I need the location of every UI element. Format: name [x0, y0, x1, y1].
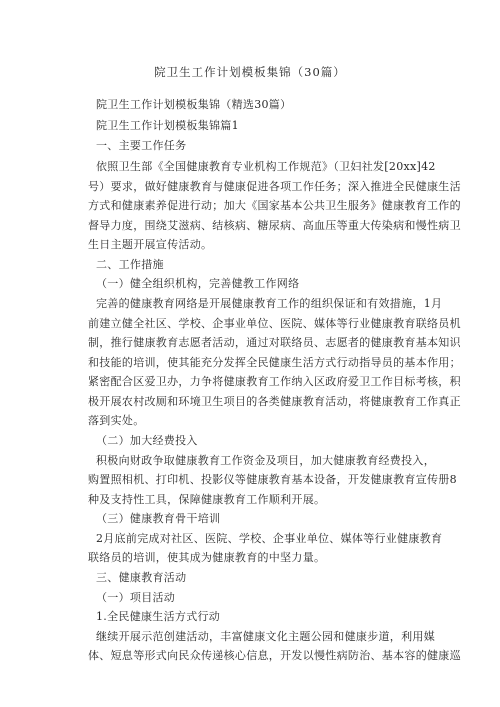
paragraph-line: 种及支持性工具，保障健康教育工作顺利开展。 — [88, 493, 326, 506]
subheading: （一）健全组织机构，完善健教工作网络 — [96, 277, 300, 290]
subtitle: 院卫生工作计划模板集锦（精选30篇） — [96, 98, 292, 111]
subheading: 1.全民健康生活方式行动 — [96, 610, 221, 623]
paragraph-line: 号）要求，做好健康教育与健康促进各项工作任务；深入推进全民健康生活 — [88, 180, 461, 193]
paragraph-line: 继续开展示范创建活动，丰富健康文化主题公园和健康步道，利用媒 — [96, 630, 435, 643]
subheading: （一）项目活动 — [96, 591, 176, 604]
heading-3: 三、健康教育活动 — [96, 571, 187, 584]
subheading: （三）健康教育骨干培训 — [96, 512, 221, 525]
paragraph-line: 依照卫生部《全国健康教育专业机构工作规范》（卫妇社发[20xx]42 — [96, 160, 436, 173]
heading-1: 一、主要工作任务 — [96, 139, 187, 152]
paragraph-line: 联络员的培训，使其成为健康教育的中坚力量。 — [88, 551, 326, 564]
paragraph-line: 2月底前完成对社区、医院、学校、企事业单位、媒体等行业健康教育 — [96, 532, 443, 545]
paragraph-line: 前建立健全社区、学校、企事业单位、医院、媒体等行业健康教育联络员机 — [88, 317, 461, 330]
paragraph-line: 购置照相机、打印机、投影仪等健康教育基本设备，开发健康教育宣传册8 — [88, 473, 457, 486]
paragraph-line: 积极向财政争取健康教育工作资金及项目，加大健康教育经费投入， — [96, 454, 435, 467]
subheading: （二）加大经费投入 — [96, 434, 198, 447]
paragraph-line: 和技能的培训，使其能充分发挥全民健康生活方式行动指导员的基本作用； — [88, 356, 461, 369]
paragraph-line: 制，推行健康教育志愿者活动，通过对联络员、志愿者的健康教育基本知识 — [88, 336, 461, 349]
paragraph-line: 完善的健康教育网络是开展健康教育工作的组织保证和有效措施，1月 — [96, 297, 443, 310]
section-heading: 院卫生工作计划模板集锦篇1 — [96, 119, 239, 132]
paragraph-line: 生日主题开展宣传活动。 — [88, 238, 213, 251]
document-title: 院卫生工作计划模板集锦（30篇） — [154, 65, 346, 79]
paragraph-line: 极开展农村改厕和环境卫生项目的各类健康教育活动，将健康教育工作真正 — [88, 395, 461, 408]
paragraph-line: 体、短息等形式向民众传递核心信息，开发以慢性病防治、基本容的健康巡 — [88, 649, 461, 662]
paragraph-line: 落到实处。 — [88, 414, 145, 427]
paragraph-line: 紧密配合区爱卫办，力争将健康教育工作纳入区政府爱卫工作目标考核，积 — [88, 375, 461, 388]
paragraph-line: 方式和健康素养促进行动；加大《国家基本公共卫生服务》健康教育工作的 — [88, 199, 461, 212]
heading-2: 二、工作措施 — [96, 258, 164, 271]
paragraph-line: 督导力度，围绕艾滋病、结核病、糖尿病、高血压等重大传染病和慢性病卫 — [88, 219, 461, 232]
